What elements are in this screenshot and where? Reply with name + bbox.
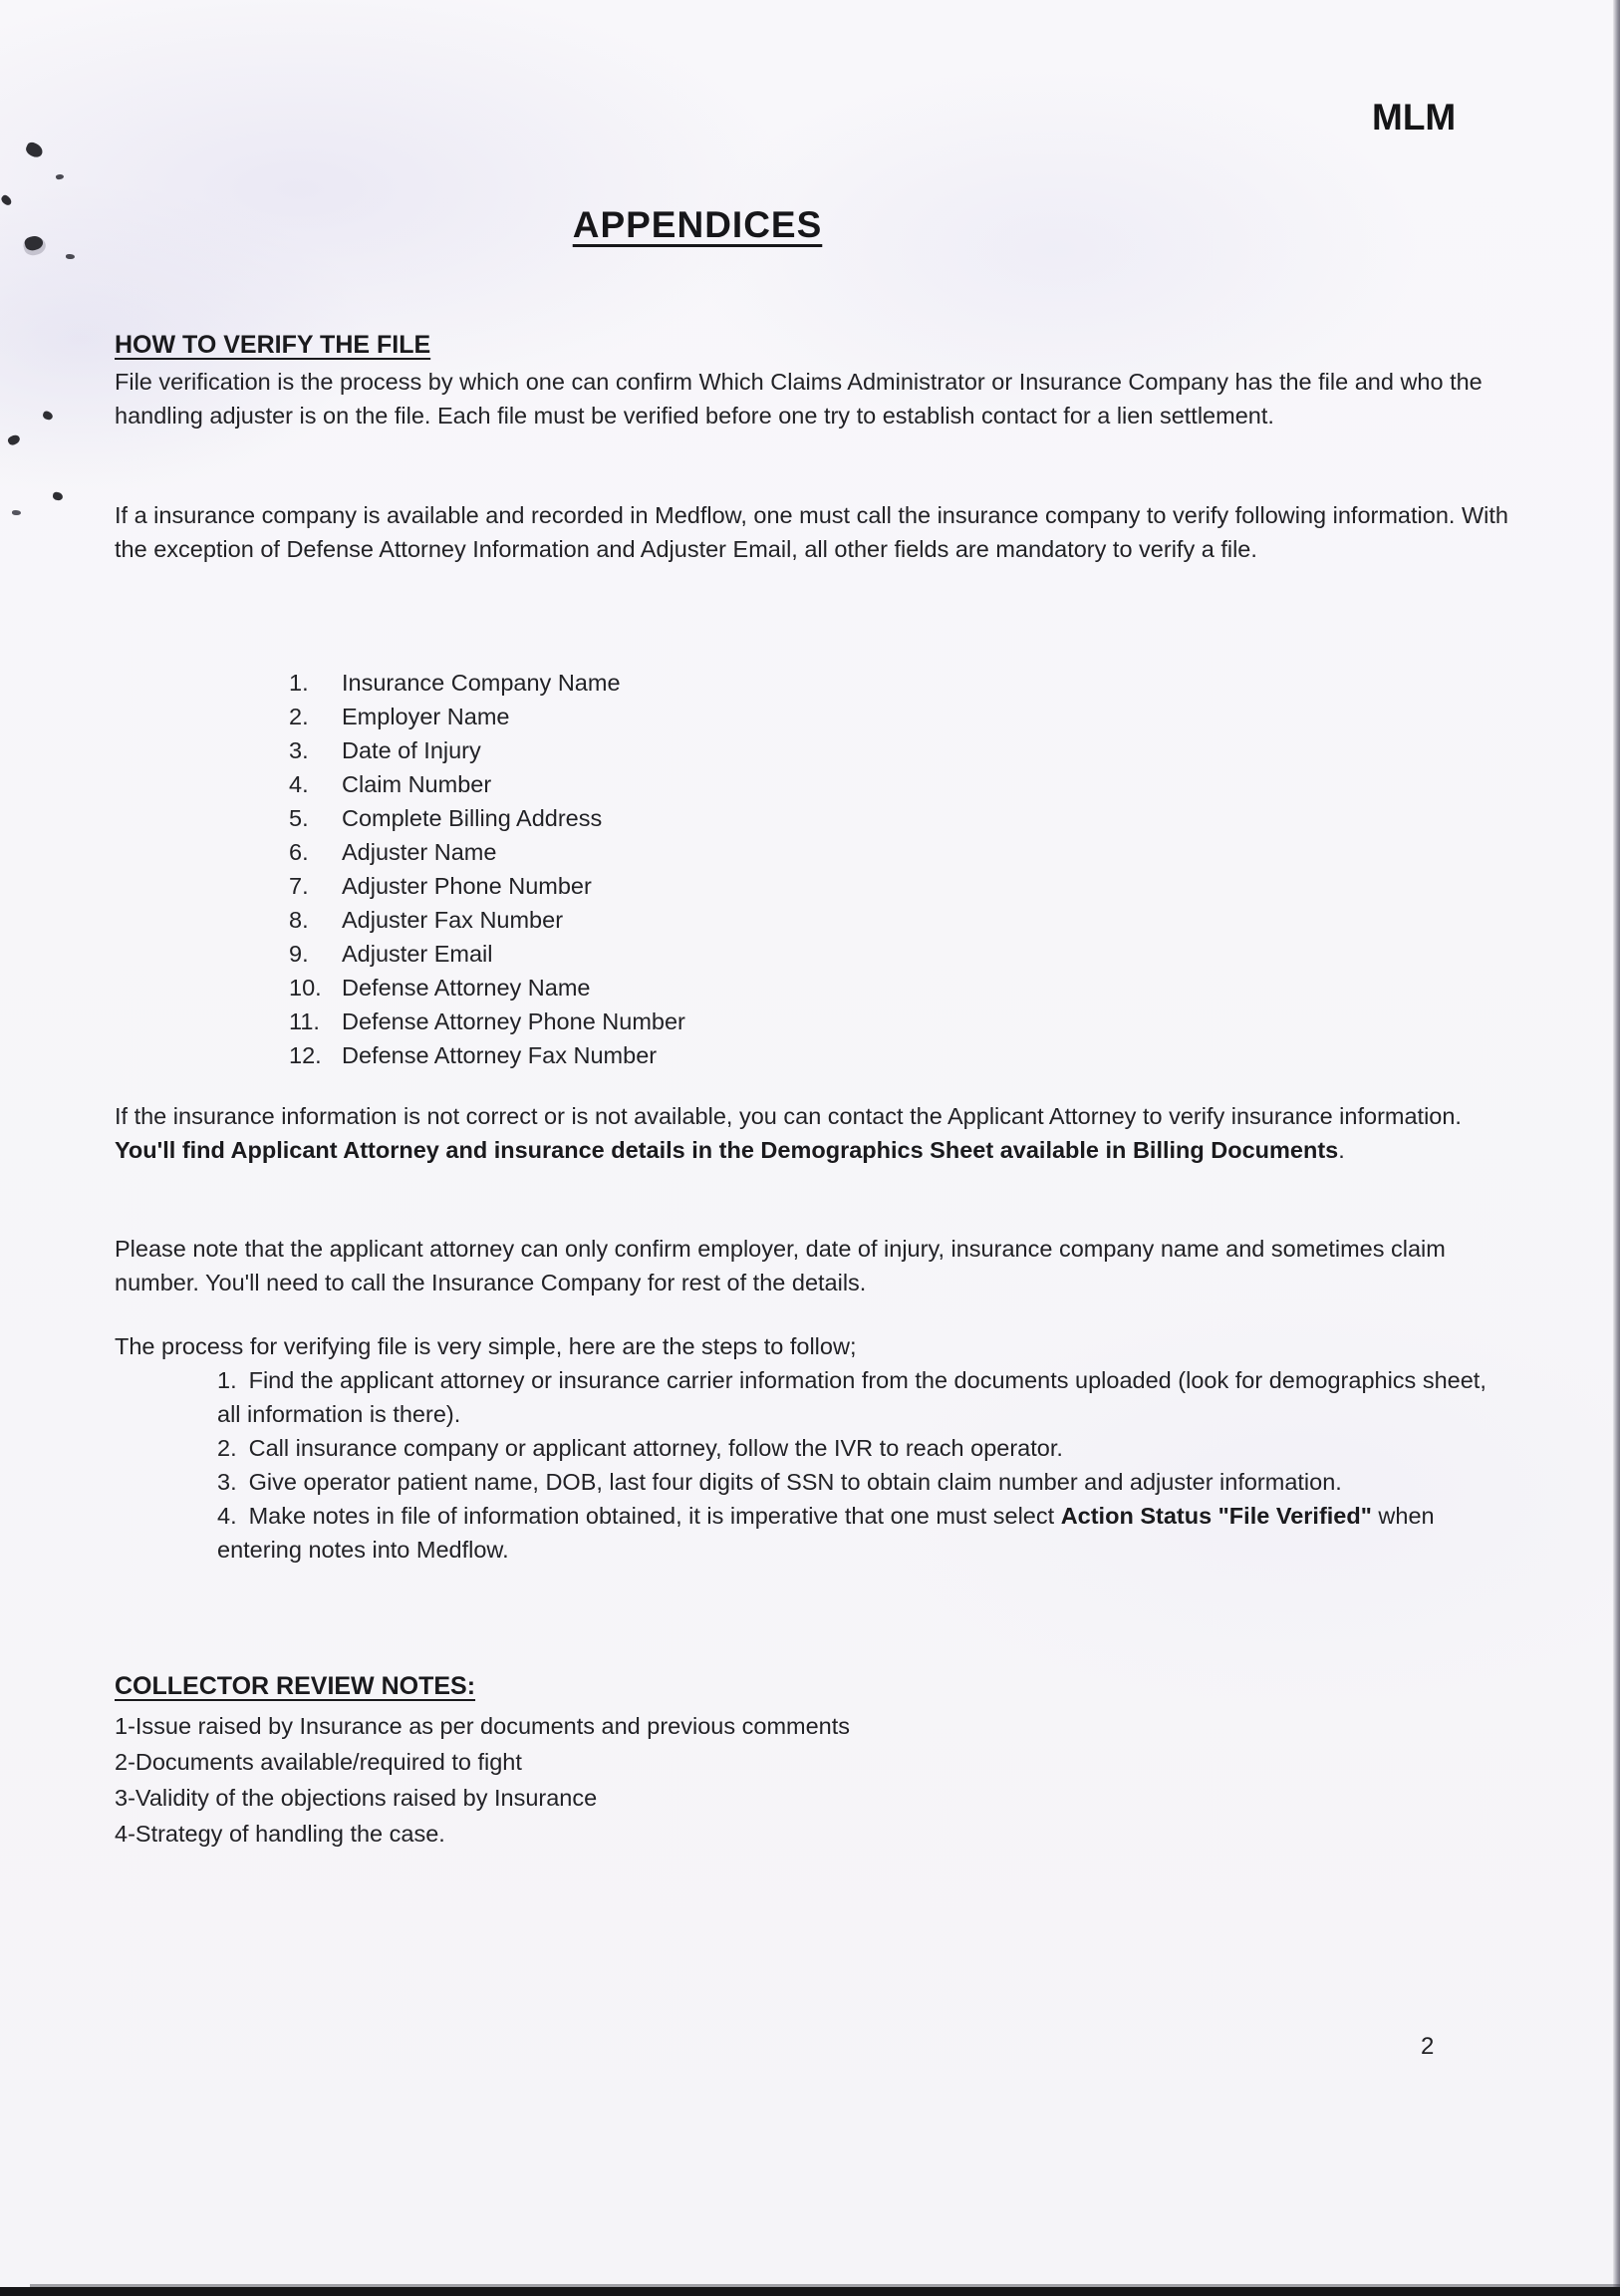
field-item bbox=[289, 733, 685, 767]
scan-right-edge-shadow bbox=[1613, 0, 1620, 2296]
field-number: 7. bbox=[289, 873, 309, 899]
field-item bbox=[289, 801, 685, 835]
field-item bbox=[289, 835, 685, 869]
scan-speck bbox=[56, 173, 65, 179]
steps-intro: The process for verifying file is very simple, here are the steps to follow; bbox=[115, 1333, 857, 1359]
field-label: Adjuster Fax Number bbox=[342, 907, 564, 933]
field-label: Claim Number bbox=[342, 771, 492, 797]
field-label: Adjuster Phone Number bbox=[342, 873, 592, 899]
field-number: 10. bbox=[289, 975, 322, 1001]
field-item bbox=[289, 666, 685, 700]
field-item bbox=[289, 937, 685, 971]
field-number: 4. bbox=[289, 771, 309, 797]
scan-speck bbox=[24, 141, 45, 159]
scan-speck bbox=[52, 491, 63, 501]
header-mark-mlm: MLM bbox=[1372, 97, 1457, 138]
note-line: 2-Documents available/required to fight bbox=[115, 1749, 522, 1775]
scan-speck bbox=[42, 411, 54, 422]
field-number: 3. bbox=[289, 737, 309, 763]
para-file-verification: File verification is the process by which one can confirm Which Claims Administrator or Insurance Company has the file and who the handling adjuster is on the file. Each file must be verified before one try to establish contact for a lien settlement. bbox=[115, 369, 1483, 429]
collector-notes-list bbox=[115, 1708, 850, 1852]
scan-speck bbox=[7, 433, 22, 447]
field-item bbox=[289, 869, 685, 903]
field-label: Date of Injury bbox=[342, 737, 481, 763]
field-number: 12. bbox=[289, 1042, 322, 1068]
step-text: Call insurance company or applicant attorney, follow the IVR to reach operator. bbox=[248, 1435, 1063, 1461]
page-title: APPENDICES bbox=[572, 204, 823, 245]
field-label: Defense Attorney Name bbox=[342, 975, 591, 1001]
section-heading-verify: HOW TO VERIFY THE FILE bbox=[115, 331, 431, 359]
field-label: Complete Billing Address bbox=[342, 805, 603, 831]
field-item bbox=[289, 767, 685, 801]
para-contact-attorney-normal: If the insurance information is not correct or is not available, you can contact the Applicant Attorney to verify insurance information. bbox=[115, 1103, 1462, 1129]
field-item bbox=[289, 1038, 685, 1072]
field-number: 8. bbox=[289, 907, 309, 933]
step-text: Make notes in file of information obtained, it is imperative that one must select bbox=[248, 1503, 1061, 1529]
para-contact-attorney-period: . bbox=[1338, 1137, 1345, 1163]
field-item bbox=[289, 971, 685, 1004]
field-label: Employer Name bbox=[342, 704, 510, 729]
page-number: 2 bbox=[1421, 2033, 1435, 2060]
field-item bbox=[289, 700, 685, 733]
field-item bbox=[289, 903, 685, 937]
step-number: 3. bbox=[217, 1469, 237, 1495]
verify-fields-list bbox=[289, 666, 685, 1072]
field-number: 5. bbox=[289, 805, 309, 831]
step-item bbox=[217, 1363, 1507, 1431]
step-number: 4. bbox=[217, 1503, 237, 1529]
steps-list bbox=[217, 1363, 1507, 1567]
step-text-bold: Action Status "File Verified" bbox=[1060, 1503, 1372, 1529]
step-number: 1. bbox=[217, 1367, 237, 1393]
field-number: 9. bbox=[289, 941, 309, 967]
field-number: 11. bbox=[289, 1008, 320, 1034]
field-number: 1. bbox=[289, 670, 309, 696]
scan-bottom-band bbox=[0, 2287, 1620, 2296]
para-contact-attorney-bold: You'll find Applicant Attorney and insurance details in the Demographics Sheet available in Billing Documents bbox=[115, 1137, 1339, 1163]
para-contact-attorney bbox=[115, 1099, 1509, 1167]
step-text: Find the applicant attorney or insurance carrier information from the documents uploaded (look for demographics sheet, all information is there). bbox=[217, 1367, 1486, 1427]
field-label: Defense Attorney Fax Number bbox=[342, 1042, 658, 1068]
field-number: 6. bbox=[289, 839, 309, 865]
step-text: Give operator patient name, DOB, last four digits of SSN to obtain claim number and adjuster information. bbox=[248, 1469, 1342, 1495]
scan-speck bbox=[66, 254, 75, 259]
field-label: Defense Attorney Phone Number bbox=[342, 1008, 685, 1034]
section-heading-collector: COLLECTOR REVIEW NOTES: bbox=[115, 1672, 476, 1700]
note-line: 3-Validity of the objections raised by Insurance bbox=[115, 1785, 598, 1811]
note-line: 4-Strategy of handling the case. bbox=[115, 1821, 445, 1847]
field-item bbox=[289, 1004, 685, 1038]
field-number: 2. bbox=[289, 704, 309, 729]
step-number: 2. bbox=[217, 1435, 237, 1461]
title-row bbox=[0, 204, 1395, 246]
step-item bbox=[217, 1499, 1507, 1567]
para-insurance-company: If a insurance company is available and recorded in Medflow, one must call the insurance company to verify following information. With the exception of Defense Attorney Information and Adjuster Email, all other fields are mandatory to verify a file. bbox=[115, 502, 1508, 562]
step-item bbox=[217, 1465, 1507, 1499]
field-label: Adjuster Name bbox=[342, 839, 497, 865]
field-label: Insurance Company Name bbox=[342, 670, 621, 696]
step-text-end: when entering notes into Medflow. bbox=[217, 1503, 1435, 1563]
note-line: 1-Issue raised by Insurance as per documents and previous comments bbox=[115, 1713, 851, 1739]
field-label: Adjuster Email bbox=[342, 941, 493, 967]
step-item bbox=[217, 1431, 1507, 1465]
para-please-note: Please note that the applicant attorney can only confirm employer, date of injury, insurance company name and sometimes claim number. You'll need to call the Insurance Company for rest of the details. bbox=[115, 1236, 1446, 1295]
scan-speck bbox=[12, 510, 21, 515]
